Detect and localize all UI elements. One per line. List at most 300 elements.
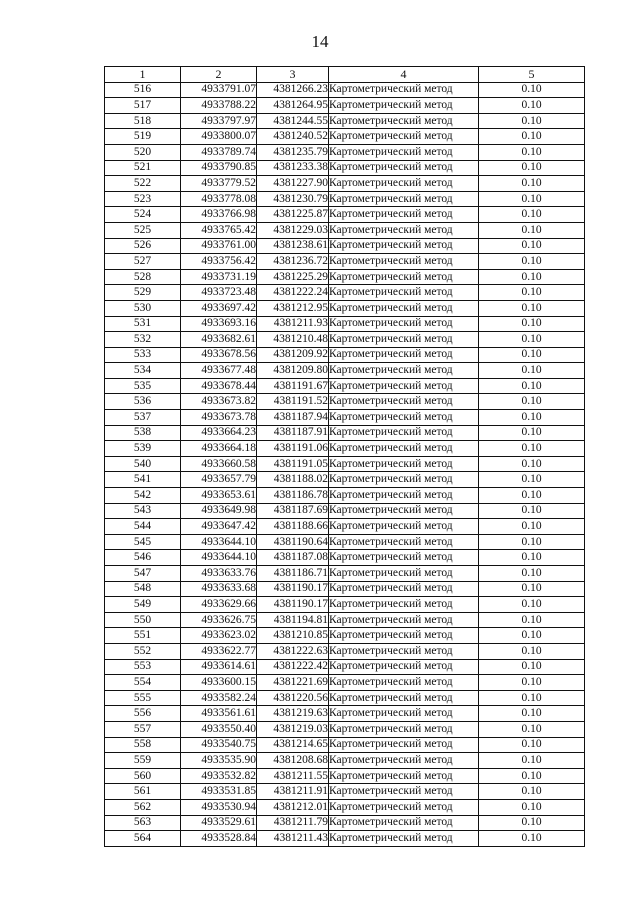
table-row [105,799,585,815]
x-coordinate-cell: 4933644.10 [181,534,257,550]
y-coordinate-cell: 4381233.38 [257,160,329,176]
y-coordinate-cell: 4381222.24 [257,285,329,301]
x-coordinate-cell: 4933633.68 [181,581,257,597]
x-coordinate-cell: 4933779.52 [181,176,257,192]
point-number-cell: 521 [105,160,181,176]
y-coordinate-cell: 4381210.48 [257,332,329,348]
accuracy-cell: 0.10 [479,566,585,582]
method-cell: Картометрический метод [329,815,479,831]
y-coordinate-cell: 4381191.67 [257,378,329,394]
point-number-cell: 531 [105,316,181,332]
x-coordinate-cell: 4933653.61 [181,488,257,504]
method-cell: Картометрический метод [329,721,479,737]
method-cell: Картометрический метод [329,269,479,285]
accuracy-cell: 0.10 [479,534,585,550]
accuracy-cell: 0.10 [479,659,585,675]
y-coordinate-cell: 4381211.91 [257,784,329,800]
y-coordinate-cell: 4381211.43 [257,831,329,847]
table-row [105,503,585,519]
method-cell: Картометрический метод [329,581,479,597]
column-header-4: 4 [329,67,479,83]
table-row [105,581,585,597]
x-coordinate-cell: 4933614.61 [181,659,257,675]
table-row [105,82,585,98]
table-row [105,441,585,457]
method-cell: Картометрический метод [329,472,479,488]
y-coordinate-cell: 4381191.52 [257,394,329,410]
x-coordinate-cell: 4933761.00 [181,238,257,254]
method-cell: Картометрический метод [329,488,479,504]
method-cell: Картометрический метод [329,534,479,550]
method-cell: Картометрический метод [329,659,479,675]
x-coordinate-cell: 4933789.74 [181,144,257,160]
y-coordinate-cell: 4381186.78 [257,488,329,504]
method-cell: Картометрический метод [329,347,479,363]
point-number-cell: 520 [105,144,181,160]
method-cell: Картометрический метод [329,612,479,628]
point-number-cell: 534 [105,363,181,379]
method-cell: Картометрический метод [329,160,479,176]
method-cell: Картометрический метод [329,82,479,98]
method-cell: Картометрический метод [329,690,479,706]
method-cell: Картометрический метод [329,378,479,394]
accuracy-cell: 0.10 [479,441,585,457]
method-cell: Картометрический метод [329,300,479,316]
y-coordinate-cell: 4381187.08 [257,550,329,566]
x-coordinate-cell: 4933623.02 [181,628,257,644]
point-number-cell: 525 [105,222,181,238]
point-number-cell: 545 [105,534,181,550]
point-number-cell: 555 [105,690,181,706]
accuracy-cell: 0.10 [479,597,585,613]
x-coordinate-cell: 4933644.10 [181,550,257,566]
point-number-cell: 538 [105,425,181,441]
point-number-cell: 536 [105,394,181,410]
x-coordinate-cell: 4933766.98 [181,207,257,223]
accuracy-cell: 0.10 [479,363,585,379]
x-coordinate-cell: 4933649.98 [181,503,257,519]
method-cell: Картометрический метод [329,643,479,659]
table-row [105,160,585,176]
point-number-cell: 551 [105,628,181,644]
method-cell: Картометрический метод [329,753,479,769]
method-cell: Картометрический метод [329,238,479,254]
accuracy-cell: 0.10 [479,488,585,504]
method-cell: Картометрический метод [329,768,479,784]
table-row [105,721,585,737]
table-row [105,410,585,426]
method-cell: Картометрический метод [329,191,479,207]
point-number-cell: 532 [105,332,181,348]
x-coordinate-cell: 4933697.42 [181,300,257,316]
point-number-cell: 561 [105,784,181,800]
method-cell: Картометрический метод [329,332,479,348]
y-coordinate-cell: 4381230.79 [257,191,329,207]
method-cell: Картометрический метод [329,628,479,644]
accuracy-cell: 0.10 [479,144,585,160]
y-coordinate-cell: 4381191.06 [257,441,329,457]
y-coordinate-cell: 4381186.71 [257,566,329,582]
y-coordinate-cell: 4381219.03 [257,721,329,737]
accuracy-cell: 0.10 [479,768,585,784]
y-coordinate-cell: 4381219.63 [257,706,329,722]
point-number-cell: 529 [105,285,181,301]
table-row [105,831,585,847]
x-coordinate-cell: 4933731.19 [181,269,257,285]
point-number-cell: 539 [105,441,181,457]
accuracy-cell: 0.10 [479,737,585,753]
x-coordinate-cell: 4933790.85 [181,160,257,176]
y-coordinate-cell: 4381209.80 [257,363,329,379]
table-row [105,222,585,238]
table-row [105,129,585,145]
table-row [105,659,585,675]
table-row [105,285,585,301]
table-row [105,113,585,129]
y-coordinate-cell: 4381211.93 [257,316,329,332]
y-coordinate-cell: 4381190.17 [257,581,329,597]
method-cell: Картометрический метод [329,363,479,379]
y-coordinate-cell: 4381222.63 [257,643,329,659]
x-coordinate-cell: 4933788.22 [181,98,257,114]
table-row [105,425,585,441]
method-cell: Картометрический метод [329,425,479,441]
y-coordinate-cell: 4381238.61 [257,238,329,254]
table-row [105,238,585,254]
column-header-5: 5 [479,67,585,83]
point-number-cell: 550 [105,612,181,628]
table-row [105,534,585,550]
method-cell: Картометрический метод [329,144,479,160]
x-coordinate-cell: 4933626.75 [181,612,257,628]
point-number-cell: 557 [105,721,181,737]
point-number-cell: 535 [105,378,181,394]
method-cell: Картометрический метод [329,176,479,192]
x-coordinate-cell: 4933528.84 [181,831,257,847]
y-coordinate-cell: 4381244.55 [257,113,329,129]
column-header-3: 3 [257,67,329,83]
accuracy-cell: 0.10 [479,332,585,348]
accuracy-cell: 0.10 [479,98,585,114]
y-coordinate-cell: 4381190.64 [257,534,329,550]
point-number-cell: 556 [105,706,181,722]
point-number-cell: 524 [105,207,181,223]
table-row [105,144,585,160]
table-row [105,347,585,363]
x-coordinate-cell: 4933677.48 [181,363,257,379]
accuracy-cell: 0.10 [479,394,585,410]
accuracy-cell: 0.10 [479,831,585,847]
x-coordinate-cell: 4933535.90 [181,753,257,769]
method-cell: Картометрический метод [329,410,479,426]
table-row [105,207,585,223]
method-cell: Картометрический метод [329,207,479,223]
accuracy-cell: 0.10 [479,129,585,145]
table-row [105,394,585,410]
point-number-cell: 530 [105,300,181,316]
x-coordinate-cell: 4933664.23 [181,425,257,441]
accuracy-cell: 0.10 [479,706,585,722]
x-coordinate-cell: 4933633.76 [181,566,257,582]
y-coordinate-cell: 4381266.23 [257,82,329,98]
table-header-row [105,67,585,83]
accuracy-cell: 0.10 [479,519,585,535]
table-row [105,269,585,285]
table-row [105,690,585,706]
x-coordinate-cell: 4933561.61 [181,706,257,722]
accuracy-cell: 0.10 [479,254,585,270]
method-cell: Картометрический метод [329,113,479,129]
y-coordinate-cell: 4381187.94 [257,410,329,426]
method-cell: Картометрический метод [329,566,479,582]
point-number-cell: 517 [105,98,181,114]
accuracy-cell: 0.10 [479,784,585,800]
point-number-cell: 560 [105,768,181,784]
x-coordinate-cell: 4933582.24 [181,690,257,706]
accuracy-cell: 0.10 [479,410,585,426]
y-coordinate-cell: 4381190.17 [257,597,329,613]
coordinates-table [104,66,585,847]
table-row [105,98,585,114]
x-coordinate-cell: 4933629.66 [181,597,257,613]
table-row [105,675,585,691]
y-coordinate-cell: 4381214.65 [257,737,329,753]
accuracy-cell: 0.10 [479,285,585,301]
point-number-cell: 564 [105,831,181,847]
point-number-cell: 518 [105,113,181,129]
method-cell: Картометрический метод [329,456,479,472]
table-row [105,566,585,582]
table-row [105,191,585,207]
method-cell: Картометрический метод [329,706,479,722]
y-coordinate-cell: 4381212.01 [257,799,329,815]
point-number-cell: 526 [105,238,181,254]
x-coordinate-cell: 4933530.94 [181,799,257,815]
x-coordinate-cell: 4933756.42 [181,254,257,270]
x-coordinate-cell: 4933800.07 [181,129,257,145]
x-coordinate-cell: 4933550.40 [181,721,257,737]
point-number-cell: 527 [105,254,181,270]
y-coordinate-cell: 4381211.55 [257,768,329,784]
accuracy-cell: 0.10 [479,612,585,628]
point-number-cell: 558 [105,737,181,753]
y-coordinate-cell: 4381236.72 [257,254,329,270]
point-number-cell: 554 [105,675,181,691]
method-cell: Картометрический метод [329,799,479,815]
method-cell: Картометрический метод [329,784,479,800]
x-coordinate-cell: 4933778.08 [181,191,257,207]
point-number-cell: 519 [105,129,181,145]
point-number-cell: 541 [105,472,181,488]
accuracy-cell: 0.10 [479,300,585,316]
point-number-cell: 563 [105,815,181,831]
table-row [105,815,585,831]
table-row [105,753,585,769]
method-cell: Картометрический метод [329,129,479,145]
table-row [105,488,585,504]
point-number-cell: 544 [105,519,181,535]
method-cell: Картометрический метод [329,394,479,410]
x-coordinate-cell: 4933682.61 [181,332,257,348]
point-number-cell: 547 [105,566,181,582]
accuracy-cell: 0.10 [479,628,585,644]
table-row [105,456,585,472]
accuracy-cell: 0.10 [479,238,585,254]
x-coordinate-cell: 4933693.16 [181,316,257,332]
accuracy-cell: 0.10 [479,690,585,706]
method-cell: Картометрический метод [329,831,479,847]
y-coordinate-cell: 4381194.81 [257,612,329,628]
accuracy-cell: 0.10 [479,207,585,223]
method-cell: Картометрический метод [329,254,479,270]
x-coordinate-cell: 4933622.77 [181,643,257,659]
y-coordinate-cell: 4381235.79 [257,144,329,160]
table-row [105,612,585,628]
y-coordinate-cell: 4381212.95 [257,300,329,316]
method-cell: Картометрический метод [329,441,479,457]
method-cell: Картометрический метод [329,519,479,535]
table-row [105,378,585,394]
accuracy-cell: 0.10 [479,503,585,519]
x-coordinate-cell: 4933531.85 [181,784,257,800]
accuracy-cell: 0.10 [479,378,585,394]
table-row [105,254,585,270]
accuracy-cell: 0.10 [479,425,585,441]
accuracy-cell: 0.10 [479,222,585,238]
x-coordinate-cell: 4933660.58 [181,456,257,472]
x-coordinate-cell: 4933529.61 [181,815,257,831]
point-number-cell: 549 [105,597,181,613]
table-body [105,82,585,846]
accuracy-cell: 0.10 [479,581,585,597]
method-cell: Картометрический метод [329,98,479,114]
y-coordinate-cell: 4381188.66 [257,519,329,535]
x-coordinate-cell: 4933673.82 [181,394,257,410]
y-coordinate-cell: 4381229.03 [257,222,329,238]
accuracy-cell: 0.10 [479,160,585,176]
table-row [105,643,585,659]
method-cell: Картометрический метод [329,737,479,753]
accuracy-cell: 0.10 [479,675,585,691]
x-coordinate-cell: 4933791.07 [181,82,257,98]
accuracy-cell: 0.10 [479,347,585,363]
point-number-cell: 543 [105,503,181,519]
y-coordinate-cell: 4381210.85 [257,628,329,644]
y-coordinate-cell: 4381188.02 [257,472,329,488]
point-number-cell: 553 [105,659,181,675]
method-cell: Картометрический метод [329,316,479,332]
point-number-cell: 522 [105,176,181,192]
table-row [105,597,585,613]
accuracy-cell: 0.10 [479,721,585,737]
point-number-cell: 523 [105,191,181,207]
accuracy-cell: 0.10 [479,113,585,129]
accuracy-cell: 0.10 [479,753,585,769]
y-coordinate-cell: 4381211.79 [257,815,329,831]
accuracy-cell: 0.10 [479,815,585,831]
y-coordinate-cell: 4381240.52 [257,129,329,145]
x-coordinate-cell: 4933678.56 [181,347,257,363]
y-coordinate-cell: 4381220.56 [257,690,329,706]
x-coordinate-cell: 4933664.18 [181,441,257,457]
accuracy-cell: 0.10 [479,82,585,98]
method-cell: Картометрический метод [329,550,479,566]
table-row [105,519,585,535]
x-coordinate-cell: 4933673.78 [181,410,257,426]
table-row [105,737,585,753]
y-coordinate-cell: 4381209.92 [257,347,329,363]
accuracy-cell: 0.10 [479,550,585,566]
accuracy-cell: 0.10 [479,191,585,207]
method-cell: Картометрический метод [329,597,479,613]
y-coordinate-cell: 4381225.29 [257,269,329,285]
y-coordinate-cell: 4381187.69 [257,503,329,519]
table-row [105,628,585,644]
table-row [105,768,585,784]
accuracy-cell: 0.10 [479,643,585,659]
table-row [105,706,585,722]
table-row [105,300,585,316]
accuracy-cell: 0.10 [479,269,585,285]
point-number-cell: 537 [105,410,181,426]
point-number-cell: 562 [105,799,181,815]
x-coordinate-cell: 4933657.79 [181,472,257,488]
y-coordinate-cell: 4381191.05 [257,456,329,472]
y-coordinate-cell: 4381187.91 [257,425,329,441]
point-number-cell: 546 [105,550,181,566]
column-header-1: 1 [105,67,181,83]
y-coordinate-cell: 4381208.68 [257,753,329,769]
x-coordinate-cell: 4933678.44 [181,378,257,394]
method-cell: Картометрический метод [329,675,479,691]
accuracy-cell: 0.10 [479,472,585,488]
table-row [105,176,585,192]
table-row [105,784,585,800]
x-coordinate-cell: 4933600.15 [181,675,257,691]
method-cell: Картометрический метод [329,285,479,301]
point-number-cell: 516 [105,82,181,98]
accuracy-cell: 0.10 [479,799,585,815]
point-number-cell: 528 [105,269,181,285]
x-coordinate-cell: 4933723.48 [181,285,257,301]
y-coordinate-cell: 4381227.90 [257,176,329,192]
table-row [105,316,585,332]
point-number-cell: 533 [105,347,181,363]
point-number-cell: 552 [105,643,181,659]
y-coordinate-cell: 4381264.95 [257,98,329,114]
page-number: 14 [311,32,329,51]
column-header-2: 2 [181,67,257,83]
y-coordinate-cell: 4381225.87 [257,207,329,223]
method-cell: Картометрический метод [329,503,479,519]
table-row [105,332,585,348]
table-row [105,472,585,488]
x-coordinate-cell: 4933540.75 [181,737,257,753]
table-row [105,550,585,566]
accuracy-cell: 0.10 [479,456,585,472]
method-cell: Картометрический метод [329,222,479,238]
x-coordinate-cell: 4933647.42 [181,519,257,535]
point-number-cell: 542 [105,488,181,504]
x-coordinate-cell: 4933532.82 [181,768,257,784]
point-number-cell: 548 [105,581,181,597]
table-row [105,363,585,379]
point-number-cell: 540 [105,456,181,472]
accuracy-cell: 0.10 [479,316,585,332]
y-coordinate-cell: 4381221.69 [257,675,329,691]
y-coordinate-cell: 4381222.42 [257,659,329,675]
point-number-cell: 559 [105,753,181,769]
